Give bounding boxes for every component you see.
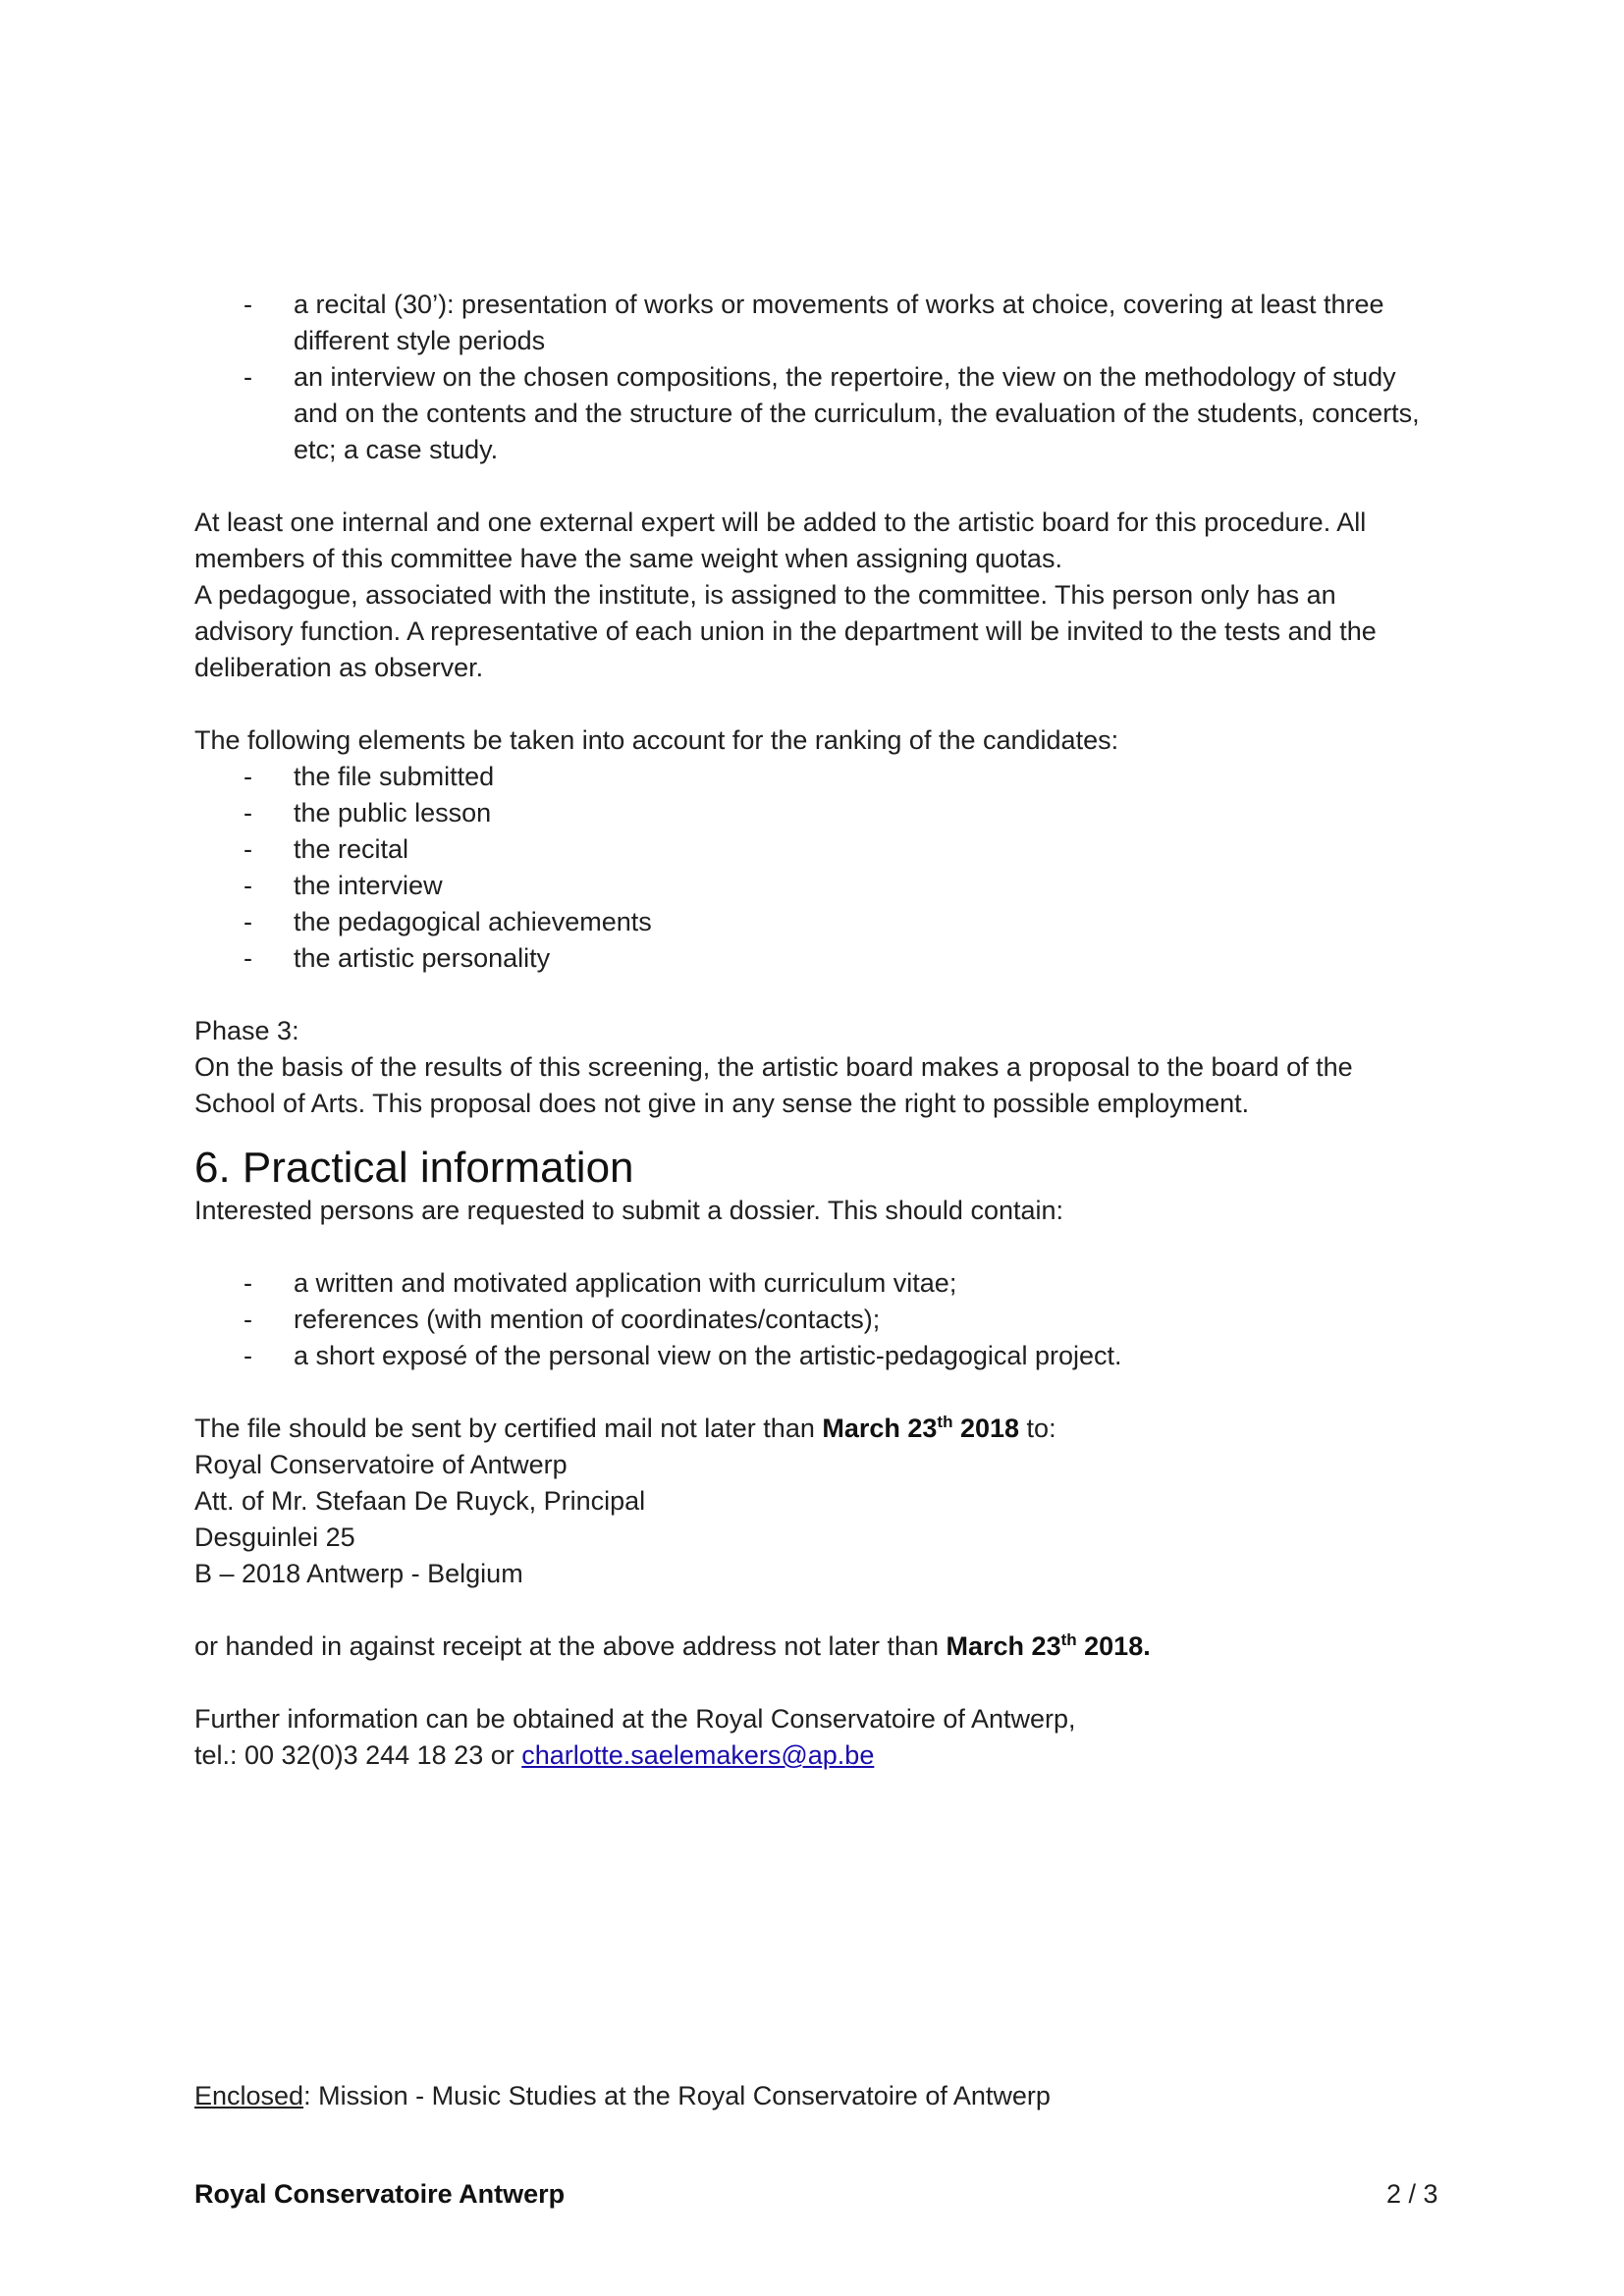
list-dash: - <box>244 762 252 791</box>
list-item <box>194 1302 1434 1338</box>
list-item <box>194 287 1434 359</box>
list-dash: - <box>244 1268 252 1298</box>
section-heading-practical: 6. Practical information <box>194 1144 634 1192</box>
recital-interview-list <box>194 287 1434 468</box>
list-item-text: the artistic personality <box>294 943 551 973</box>
enclosed-text: : Mission - Music Studies at the Royal Conservatoire of Antwerp <box>303 2081 1051 2110</box>
list-item <box>194 831 1434 868</box>
list-item-text: the recital <box>294 834 409 864</box>
alternative-submission: or handed in against receipt at the above address not later than March 23th 2018. <box>194 1630 1151 1661</box>
list-item-text: the interview <box>294 871 443 900</box>
list-item-text: a written and motivated application with curriculum vitae; <box>294 1268 957 1298</box>
address-line: Desguinlei 25 <box>194 1522 355 1552</box>
practical-intro: Interested persons are requested to submit a dossier. This should contain: <box>194 1196 1064 1225</box>
list-dash: - <box>244 290 252 319</box>
footer-page-number: 2 / 3 <box>1386 2179 1438 2209</box>
email-link[interactable]: charlotte.saelemakers@ap.be <box>521 1740 875 1770</box>
footer-organization: Royal Conservatoire Antwerp <box>194 2179 566 2209</box>
list-item <box>194 795 1434 831</box>
submission-instruction: The file should be sent by certified mail not later than March 23th 2018 to: <box>194 1413 1056 1443</box>
page-content <box>194 287 1434 1774</box>
enclosed-label: Enclosed <box>194 2081 304 2110</box>
dossier-list <box>194 1265 1434 1374</box>
address-line: B – 2018 Antwerp - Belgium <box>194 1559 523 1588</box>
deadline-date: March 23th 2018. <box>946 1630 1151 1661</box>
list-dash: - <box>244 871 252 900</box>
list-dash: - <box>244 1341 252 1370</box>
list-item <box>194 359 1434 468</box>
list-item-text: the public lesson <box>294 798 492 828</box>
ranking-intro: The following elements be taken into account for the ranking of the candidates: <box>194 725 1119 755</box>
ranking-list <box>194 759 1434 977</box>
committee-paragraph-2: A pedagogue, associated with the institute, is assigned to the committee. This person only has an advisory function. A representative of each union in the department will be invited to the tests and the deliberation as observer. <box>194 580 1377 682</box>
list-item-text: a short exposé of the personal view on the artistic-pedagogical project. <box>294 1341 1122 1370</box>
committee-paragraph-1: At least one internal and one external expert will be added to the artistic board for this procedure. All members of this committee have the same weight when assigning quotas. <box>194 507 1367 573</box>
address-line: Att. of Mr. Stefaan De Ruyck, Principal <box>194 1486 646 1516</box>
list-item <box>194 904 1434 940</box>
contact-tel: tel.: 00 32(0)3 244 18 23 or charlotte.saelemakers@ap.be <box>194 1740 875 1770</box>
list-item <box>194 1338 1434 1374</box>
list-dash: - <box>244 907 252 936</box>
phase3-text: On the basis of the results of this screening, the artistic board makes a proposal to the board of the School of Arts. This proposal does not give in any sense the right to possible employment. <box>194 1052 1353 1118</box>
list-item <box>194 759 1434 795</box>
phase3-title: Phase 3: <box>194 1016 299 1045</box>
list-item-text: the file submitted <box>294 762 495 791</box>
list-item-text: an interview on the chosen compositions, the repertoire, the view on the methodology of study and on the contents and the structure of the curriculum, the evaluation of the students, concerts, etc; a case study. <box>294 362 1420 464</box>
enclosed-note <box>194 2078 1051 2114</box>
list-dash: - <box>244 1305 252 1334</box>
list-dash: - <box>244 834 252 864</box>
list-item-text: a recital (30’): presentation of works or movements of works at choice, covering at least three different style periods <box>294 290 1384 355</box>
list-item <box>194 1265 1434 1302</box>
list-dash: - <box>244 798 252 828</box>
list-dash: - <box>244 362 252 392</box>
list-item-text: the pedagogical achievements <box>294 907 652 936</box>
list-item-text: references (with mention of coordinates/contacts); <box>294 1305 881 1334</box>
address-line: Royal Conservatoire of Antwerp <box>194 1450 568 1479</box>
contact-info: Further information can be obtained at the Royal Conservatoire of Antwerp, <box>194 1704 1076 1734</box>
list-item <box>194 940 1434 977</box>
deadline-date: March 23th 2018 <box>822 1413 1020 1443</box>
list-item <box>194 868 1434 904</box>
list-dash: - <box>244 943 252 973</box>
